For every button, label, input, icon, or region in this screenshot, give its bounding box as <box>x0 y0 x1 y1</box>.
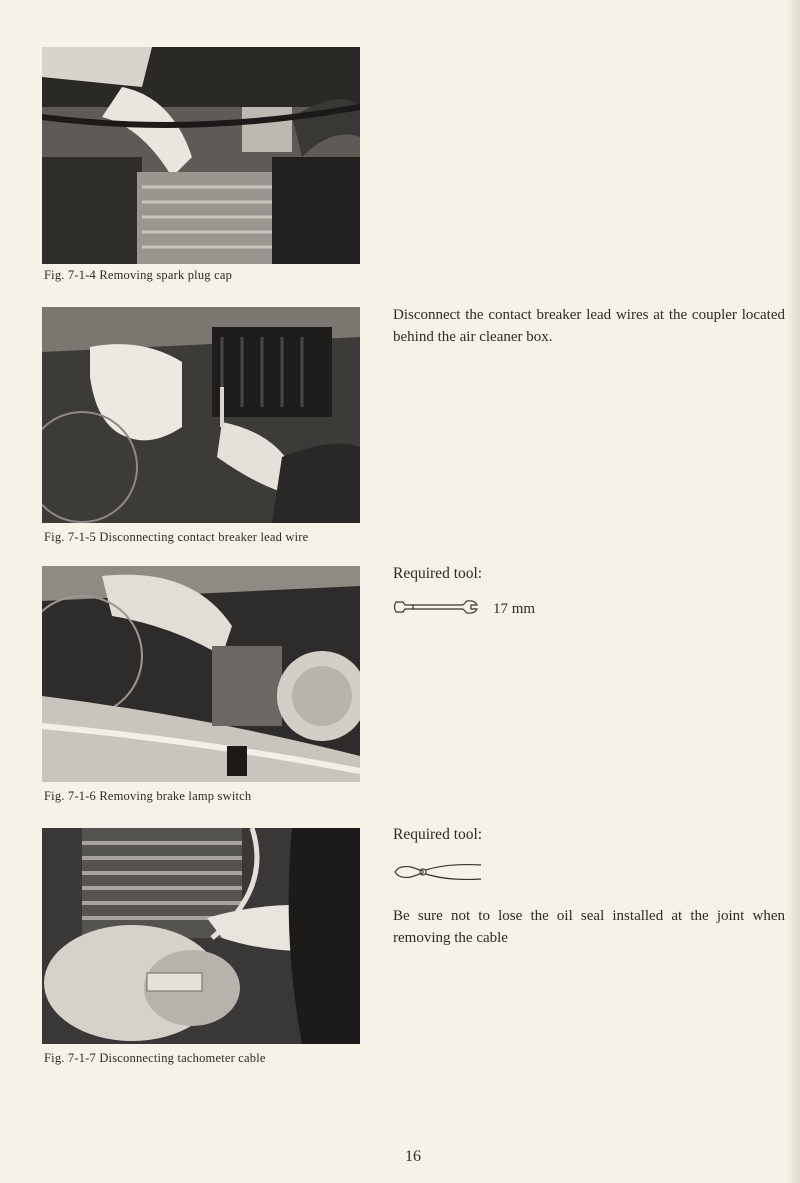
photo-spark-plug-cap <box>42 47 360 264</box>
figure-caption-7-1-5: Fig. 7-1-5 Disconnecting contact breaker lead wire <box>44 530 309 544</box>
page-edge-shadow <box>786 0 800 1183</box>
wrench-size: 17 mm <box>493 601 536 617</box>
figure-caption-7-1-4: Fig. 7-1-4 Removing spark plug cap <box>44 268 233 282</box>
required-tool-label-2: Required tool: <box>393 826 483 843</box>
figure-caption-7-1-7: Fig. 7-1-7 Disconnecting tachometer cable <box>44 1051 266 1065</box>
oil-seal-note: Be sure not to lose the oil seal installed at the joint when removing the cable <box>393 908 785 946</box>
required-tool-wrench-row <box>393 597 535 622</box>
photo-contact-breaker-lead-wire <box>42 307 360 523</box>
photo-tachometer-cable <box>42 828 360 1044</box>
open-end-wrench-icon <box>393 597 479 622</box>
contact-breaker-instruction: Disconnect the contact breaker lead wires at the coupler located behind the air cleaner box. <box>393 307 785 345</box>
required-tool-pliers-row <box>393 861 485 888</box>
page-number: 16 <box>405 1148 421 1165</box>
photo-brake-lamp-switch <box>42 566 360 782</box>
figure-caption-7-1-6: Fig. 7-1-6 Removing brake lamp switch <box>44 789 252 803</box>
required-tool-label-1: Required tool: <box>393 565 483 582</box>
pliers-icon <box>393 861 485 888</box>
